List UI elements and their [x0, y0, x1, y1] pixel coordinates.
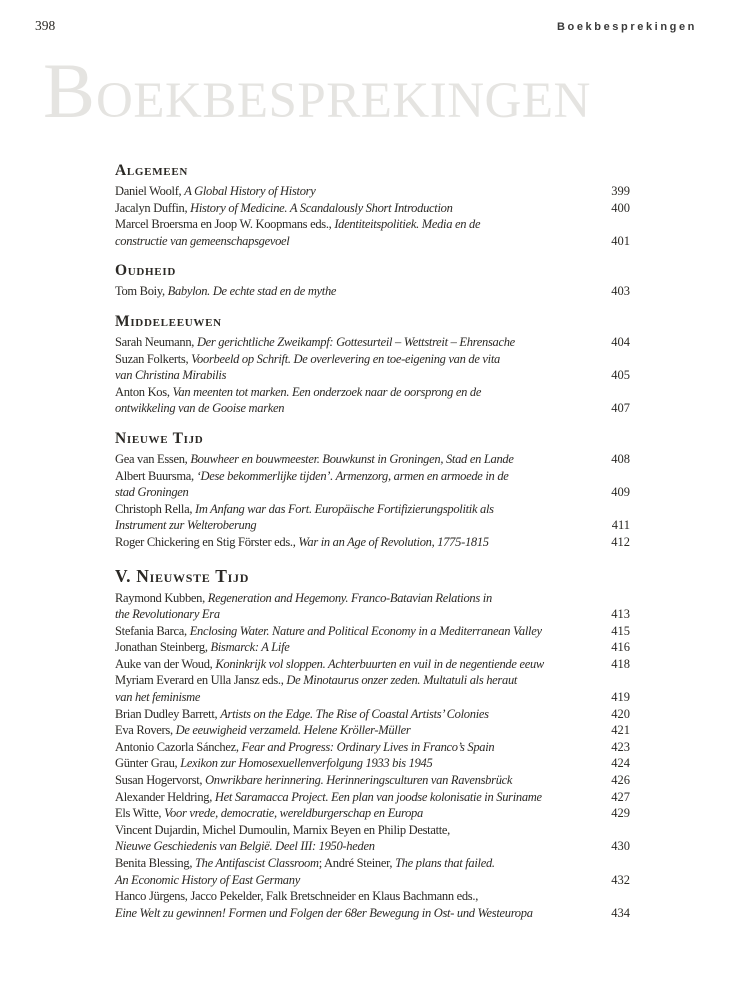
book-title: constructie van gemeenschapsgevoel [115, 233, 290, 248]
author-name: Günter Grau, [115, 756, 181, 771]
folio-page-number: 398 [35, 18, 56, 33]
toc-entry [115, 283, 630, 300]
book-title: Fear and Progress: Ordinary Lives in Franco’s Spain [241, 739, 495, 754]
entry-text [115, 739, 494, 756]
author-name: Tom Boiy, [115, 284, 168, 299]
page-ref: 432 [611, 872, 630, 887]
entry-text [115, 501, 494, 534]
toc-entry [115, 334, 630, 351]
book-title: Identiteitspolitiek. Media en de [334, 217, 481, 232]
entry-text [115, 468, 509, 501]
author-name: Antonio Cazorla Sánchez, [115, 739, 242, 754]
book-title: van Christina Mirabilis [115, 368, 227, 383]
toc-entry [115, 639, 630, 656]
entry-text [115, 200, 453, 217]
page-ref: 401 [611, 233, 630, 248]
section-heading: Oudheid [115, 262, 176, 280]
book-title: the Revolutionary Era [115, 607, 220, 622]
toc-entry [115, 468, 630, 501]
entry-text [115, 283, 336, 300]
toc-section [115, 262, 630, 300]
page-ref: 409 [611, 485, 630, 500]
author-name: Brian Dudley Barrett, [115, 706, 221, 721]
book-title: The plans that failed. [395, 856, 495, 870]
author-name: Daniel Woolf, [115, 184, 185, 198]
entry-text [115, 789, 542, 806]
book-title: Babylon. De echte stad en de mythe [167, 284, 337, 299]
book-title: Im Anfang war das Fort. Europäische Fortifizierungspolitik als [194, 501, 494, 516]
toc-entry [115, 216, 630, 249]
toc-section [115, 162, 630, 249]
author-name: Auke van der Woud, [115, 656, 216, 671]
book-title: History of Medicine. A Scandalously Short Introduction [190, 200, 453, 215]
page-ref: 415 [611, 623, 630, 638]
page-ref: 419 [611, 690, 630, 705]
page-ref: 404 [611, 334, 630, 349]
entry-text [115, 639, 290, 656]
book-title: van het feminisme [115, 690, 201, 705]
author-name: Albert Buursma, [115, 468, 197, 483]
toc-entry [115, 822, 630, 855]
toc-sections [115, 162, 630, 921]
entry-text [115, 805, 423, 822]
book-title: Bouwheer en bouwmeester. Bouwkunst in Groningen, Stad en Lande [190, 451, 514, 466]
book-title: Voorbeeld op Schrift. De overlevering en toe-eigening van de vita [191, 351, 500, 366]
toc-entry [115, 534, 630, 551]
toc-entry [115, 772, 630, 789]
book-title: Artists on the Edge. The Rise of Coastal Artists’ Colonies [220, 706, 489, 721]
toc-entry [115, 739, 630, 756]
entry-text [115, 351, 500, 384]
entry-text [115, 216, 480, 249]
section-heading: Algemeen [115, 162, 189, 179]
page-ref: 408 [611, 451, 630, 466]
book-title: Bismarck: A Life [210, 640, 290, 655]
author-name: Vincent Dujardin, Michel Dumoulin, Marnix Beyen en Philip Destatte, [115, 822, 450, 837]
author-name: Hanco Jürgens, Jacco Pekelder, Falk Bretschneider en Klaus Bachmann eds., [115, 889, 479, 904]
book-title: ontwikkeling van de Gooise marken [115, 401, 285, 416]
book-title: An Economic History of East Germany [115, 872, 300, 887]
running-title: Boekbesprekingen [556, 21, 697, 33]
book-title: Lexikon zur Homosexuellenverfolgung 1933 bis 1945 [180, 756, 433, 771]
author-name: Alexander Heldring, [115, 789, 215, 804]
book-title: Eine Welt zu gewinnen! Formen und Folgen der 68er Bewegung in Ost- und Westeuropa [115, 905, 533, 920]
section-heading: V. Nieuwste Tijd [115, 565, 250, 586]
page-ref: 418 [611, 656, 630, 671]
watermark-rest: OEKBESPREKINGEN [96, 73, 591, 129]
page-ref: 427 [611, 789, 630, 804]
watermark-initial: B [43, 47, 97, 134]
toc-entry [115, 656, 630, 673]
book-title: Der gerichtliche Zweikampf: Gottesurteil – Wettstreit – Ehrensache [196, 334, 515, 349]
author-name: Suzan Folkerts, [115, 351, 192, 366]
toc-entry [115, 789, 630, 806]
page-ref: 405 [611, 368, 630, 383]
toc-entry [115, 888, 630, 921]
author-name: Gea van Essen, [115, 451, 191, 466]
author-name: Christoph Rella, [115, 501, 195, 516]
book-title: ‘Dese bekommerlijke tijden’. Armenzorg, armen en armoede in de [196, 468, 509, 483]
book-title: Nieuwe Geschiedenis van België. Deel III: 1950-heden [115, 839, 375, 854]
entry-text [115, 706, 489, 723]
page-ref: 430 [611, 839, 630, 854]
entry-text [115, 183, 315, 200]
toc-entry [115, 351, 630, 384]
page-ref: 424 [611, 756, 630, 771]
toc-entry [115, 451, 630, 468]
author-name: Raymond Kubben, [115, 590, 208, 605]
book-title: Het Saramacca Project. Een plan van joodse kolonisatie in Suriname [214, 789, 542, 804]
author-name: ; André Steiner, [318, 856, 396, 870]
toc-entry [115, 183, 630, 200]
entry-text [115, 822, 450, 855]
page-ref: 434 [611, 905, 630, 920]
toc-entry [115, 384, 630, 417]
section-heading: Middeleeuwen [115, 312, 222, 330]
author-name: Eva Rovers, [115, 723, 176, 738]
section-heading: Nieuwe Tijd [115, 429, 204, 447]
book-title: Koninkrijk vol sloppen. Achterbuurten en vuil in de negentiende eeuw [215, 656, 544, 671]
page-ref: 413 [611, 607, 630, 622]
page-ref: 400 [611, 200, 630, 215]
running-header [35, 18, 697, 34]
author-name: Els Witte, [115, 806, 165, 821]
book-title: stad Groningen [115, 485, 189, 500]
book-title: Voor vrede, democratie, wereldburgerschap en Europa [164, 806, 423, 821]
author-name: Myriam Everard en Ulla Jansz eds., [115, 673, 287, 688]
author-name: Benita Blessing, [115, 856, 195, 870]
page-ref: 399 [611, 184, 630, 198]
toc-entry [115, 706, 630, 723]
entry-text [115, 888, 533, 921]
entry-text [115, 590, 492, 623]
author-name: Roger Chickering en Stig Förster eds., [115, 534, 299, 549]
author-name: Jonathan Steinberg, [115, 640, 211, 655]
entry-text [115, 722, 410, 739]
book-title: Regeneration and Hegemony. Franco-Batavian Relations in [207, 590, 492, 605]
author-name: Marcel Broersma en Joop W. Koopmans eds., [115, 217, 335, 232]
toc-entry [115, 501, 630, 534]
toc-entry [115, 855, 630, 888]
book-title: Instrument zur Welteroberung [115, 518, 257, 533]
toc-entry [115, 722, 630, 739]
entry-text [115, 334, 515, 351]
author-name: Stefania Barca, [115, 623, 190, 638]
toc-entry [115, 623, 630, 640]
page-ref: 412 [611, 534, 630, 549]
entry-text [115, 623, 542, 640]
entry-text [115, 772, 512, 789]
page-ref: 411 [611, 518, 630, 533]
page-ref: 426 [611, 773, 630, 788]
page-ref: 421 [611, 723, 630, 738]
toc-section [115, 565, 630, 922]
book-title: The Antifascist Classroom [194, 856, 319, 870]
page-ref: 416 [611, 640, 630, 655]
toc-section [115, 430, 630, 551]
author-name: Sarah Neumann, [115, 334, 197, 349]
entry-text [115, 672, 517, 705]
entry-text [115, 384, 481, 417]
toc-entry [115, 672, 630, 705]
book-title: A Global History of History [184, 184, 316, 198]
book-title: De Minotaurus onzer zeden. Multatuli als heraut [286, 673, 518, 688]
author-name: Jacalyn Duffin, [115, 200, 191, 215]
entry-text [115, 451, 514, 468]
chapter-title-watermark [43, 47, 591, 134]
toc-section [115, 313, 630, 417]
toc-entry [115, 755, 630, 772]
page-ref: 423 [611, 739, 630, 754]
book-title: Onwrikbare herinnering. Herinneringsculturen van Ravensbrück [205, 773, 513, 788]
toc-entry [115, 805, 630, 822]
entry-text [115, 534, 489, 551]
author-name: Susan Hogervorst, [115, 773, 206, 788]
entry-text [115, 755, 432, 772]
book-title: Enclosing Water. Nature and Political Economy in a Mediterranean Valley [189, 623, 542, 638]
page-ref: 403 [611, 284, 630, 299]
page-ref: 429 [611, 806, 630, 821]
toc-entry [115, 200, 630, 217]
page-ref: 420 [611, 706, 630, 721]
book-title: De eeuwigheid verzameld. Helene Kröller-Müller [175, 723, 411, 738]
book-title: Van meenten tot marken. Een onderzoek naar de oorsprong en de [172, 384, 482, 399]
page-ref: 407 [611, 401, 630, 416]
book-title: War in an Age of Revolution, 1775-1815 [298, 534, 489, 549]
toc-entry [115, 590, 630, 623]
entry-text [115, 656, 544, 673]
entry-text [115, 855, 495, 888]
author-name: Anton Kos, [115, 384, 173, 399]
